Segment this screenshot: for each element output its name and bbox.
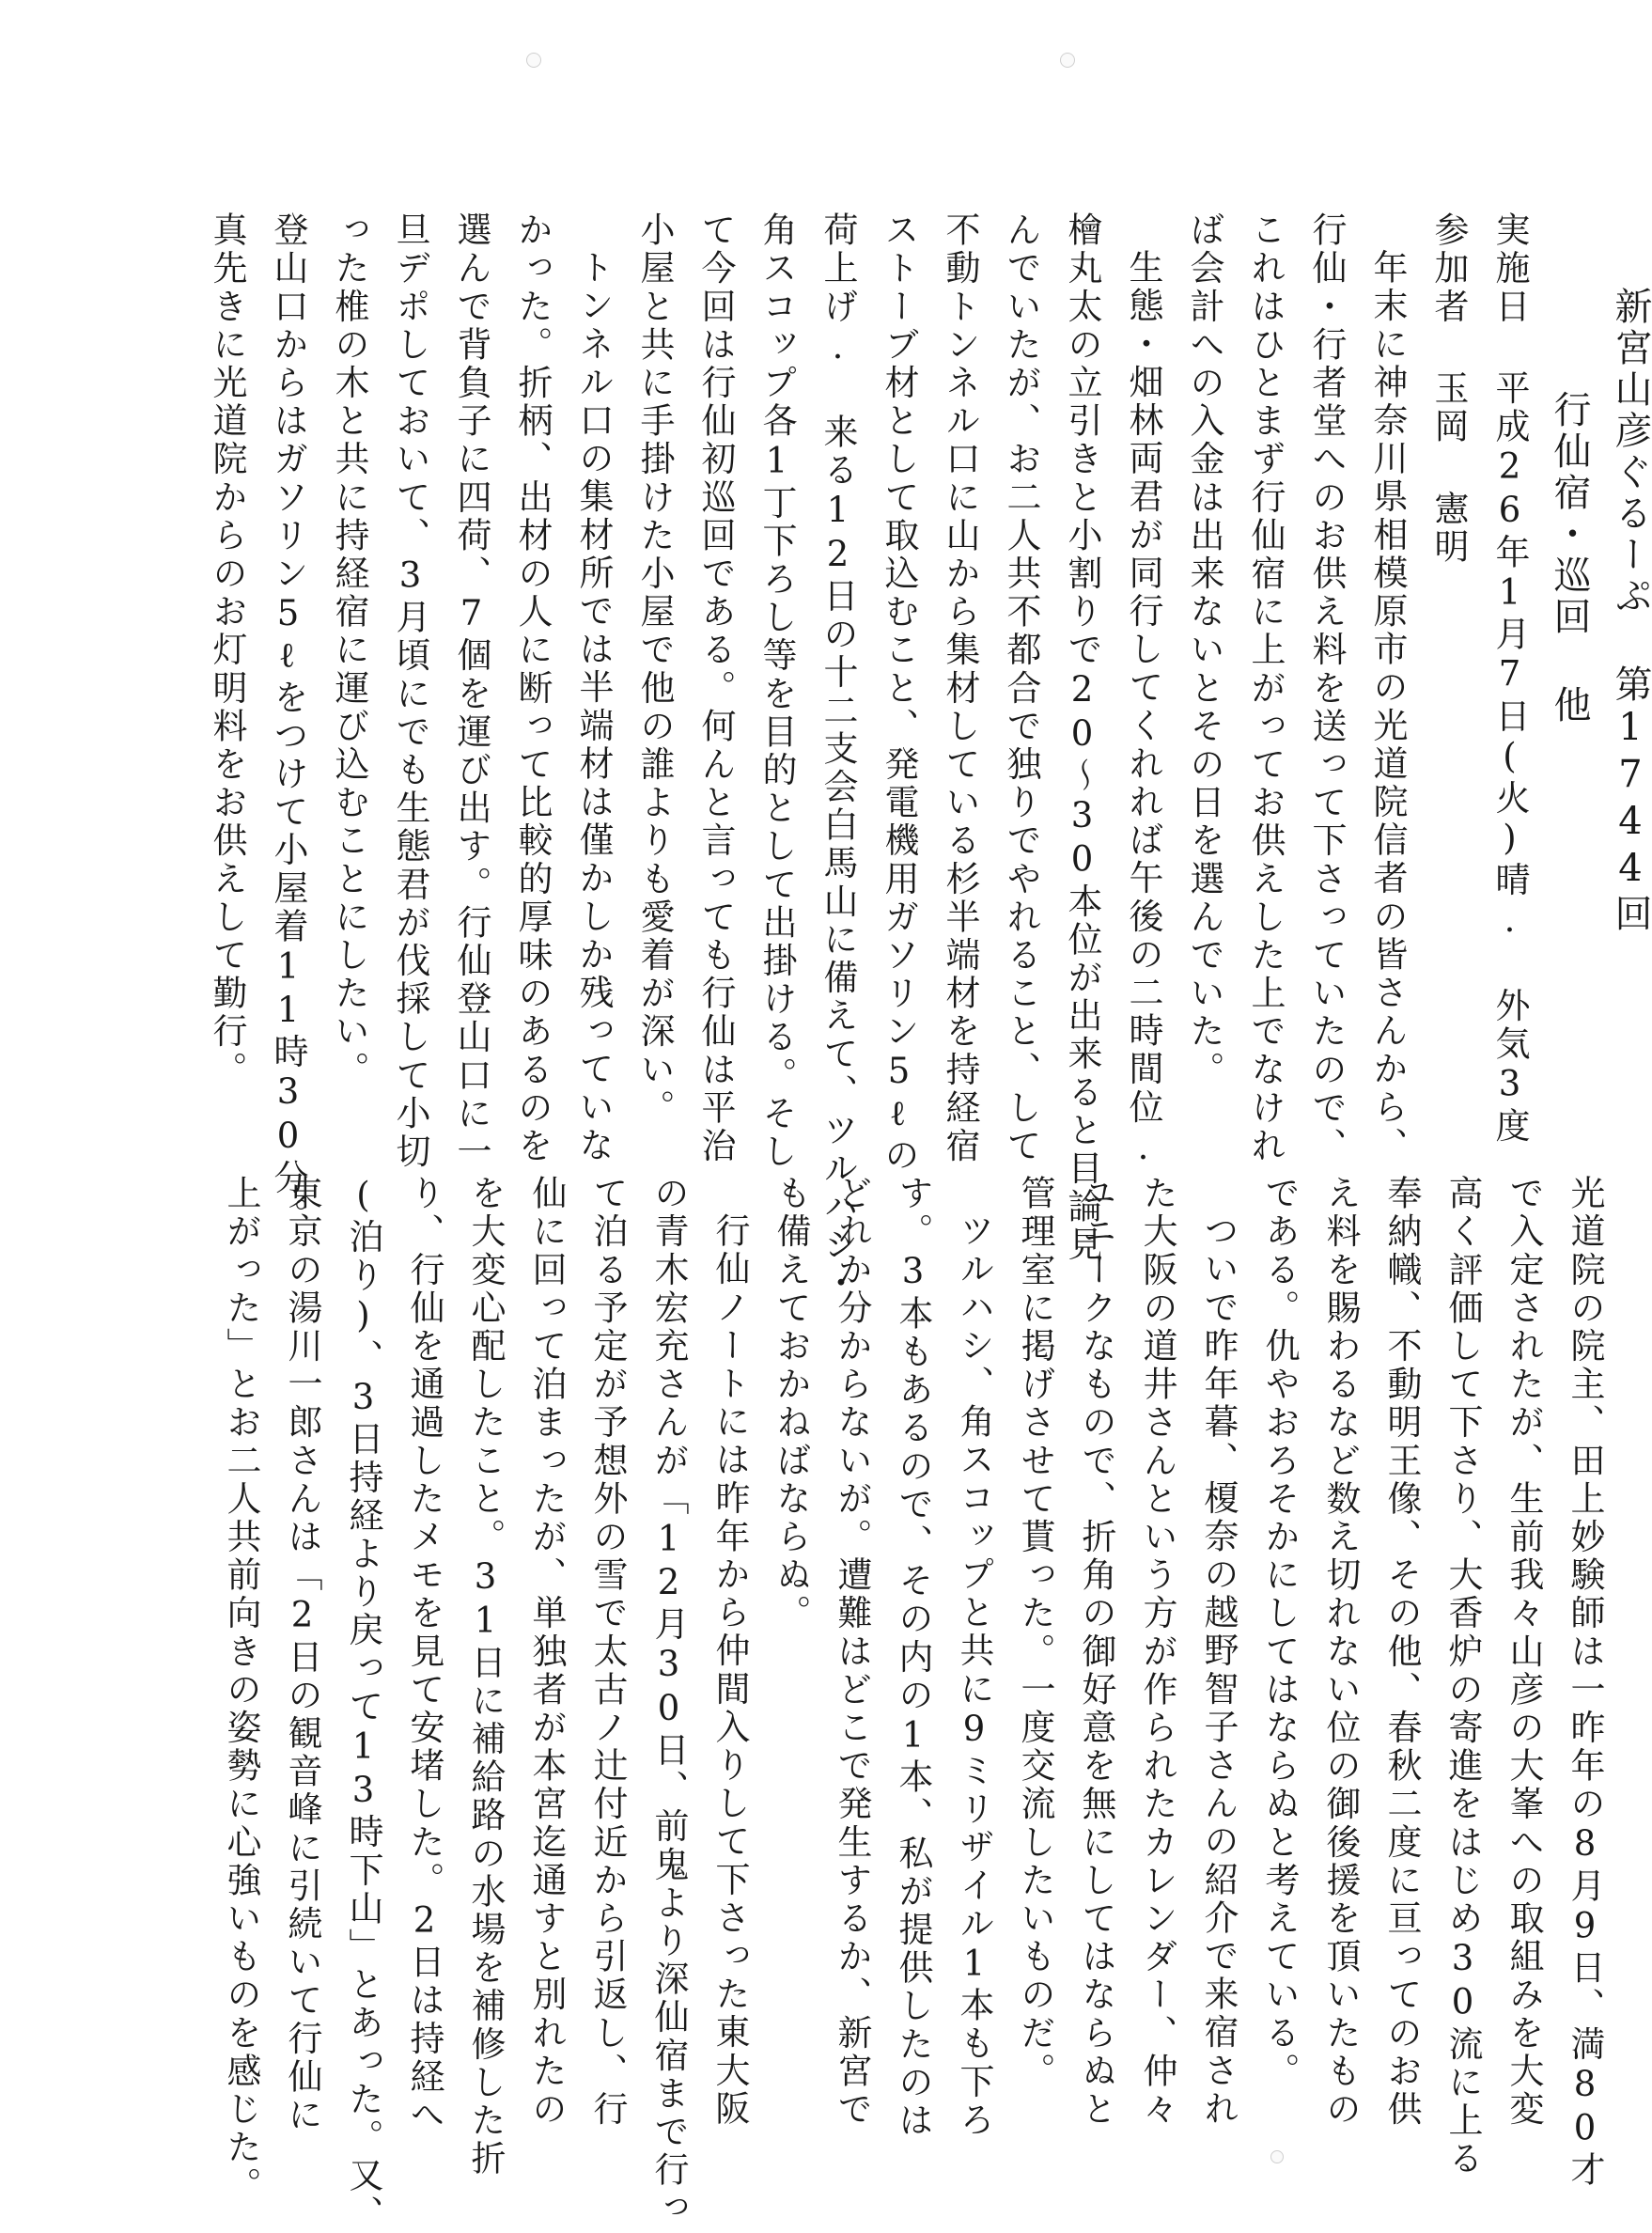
text-column: 行仙・行者堂へのお供え料を送って下さっていたので、 bbox=[1306, 211, 1347, 1165]
text-column: て泊る予定が予想外の雪で太古ノ辻付近から引返し、行 bbox=[587, 1175, 628, 2129]
text-column: (泊り)、3日持経より戻って13時下山」とあった。又、 bbox=[343, 1175, 383, 2233]
text-column: 高く評価して下さり、大香炉の寄進をはじめ30流に上る bbox=[1442, 1175, 1483, 2178]
date-line: 実施日 平成26年1月7日(火)晴. 外気3度 bbox=[1489, 211, 1530, 1146]
text-column: 行仙ノートには昨年から仲間入りして下さった東大阪 bbox=[709, 1212, 750, 2129]
text-column: これはひとまず行仙宿に上がってお供えした上でなけれ bbox=[1245, 211, 1286, 1165]
attendee-line: 参加者 玉岡 憲明 bbox=[1428, 211, 1469, 567]
text-column: ついで昨年暮、榎奈の越野智子さんの紹介で来宿され bbox=[1198, 1212, 1239, 2129]
text-column: 荷上げ. 来る12日の十二支会白馬山に備えて、ツルハシ・ bbox=[818, 211, 858, 1303]
text-column: 旦デポしておいて、3月頃にでも生態君が伐採して小切 bbox=[390, 211, 430, 1171]
text-column: どれか分からないが。遭難はどこで発生するか、新宮で bbox=[832, 1175, 872, 2129]
text-column: す。3本もあるので、その内の1本、私が提供したのは bbox=[893, 1175, 933, 2140]
text-column: た大阪の道井さんという方が作られたカレンダー、仲々 bbox=[1137, 1175, 1177, 2129]
text-column: も備えておかねばならぬ。 bbox=[771, 1175, 811, 1633]
text-column: 生態・畑林両君が同行してくれれば午後の二時間位. bbox=[1123, 249, 1163, 1171]
text-column: 光道院の院主、田上妙験師は一昨年の8月9日、満80才 bbox=[1565, 1175, 1605, 2190]
punch-hole-mark bbox=[526, 53, 541, 68]
text-column: を大変心配したこと。31日に補給路の水場を補修した折 bbox=[465, 1175, 506, 2178]
upper-text-block bbox=[183, 211, 1652, 1303]
text-column: の青木宏充さんが「12月30日、前鬼より深仙宿まで行っ bbox=[648, 1175, 689, 2228]
text-column: 仙に回って泊まったが、単独者が本宮迄通すと別れたの bbox=[526, 1175, 567, 2129]
text-column: ユニークなもので、折角の御好意を無にしてはならぬと bbox=[1076, 1175, 1116, 2129]
text-column: んでいたが、お二人共不都合で独りでやれること、して bbox=[1001, 211, 1041, 1165]
text-column: 不動トンネル口に山から集材している杉半端材を持経宿 bbox=[940, 211, 980, 1165]
text-column: 檜丸太の立引きと小割りで20〜30本位が出来ると目論見 bbox=[1062, 211, 1102, 1265]
header-line: 新宮山彦ぐるーぷ 第1744回 bbox=[1609, 287, 1652, 935]
text-column: ストーブ材として取込むこと、発電機用ガソリン5ℓの bbox=[879, 211, 919, 1175]
text-column: ば会計への入金は出来ないとその日を選んでいた。 bbox=[1184, 211, 1224, 1089]
subtitle: 行仙宿・巡回 他 bbox=[1548, 390, 1591, 726]
text-column: て今回は行仙初巡回である。何んと言っても行仙は平治 bbox=[695, 211, 736, 1165]
lower-text-block bbox=[197, 1175, 1605, 2233]
text-column: ツルハシ、角スコップと共に9ミリザイル1本も下ろ bbox=[954, 1212, 994, 2140]
text-column: 小屋と共に手掛けた小屋で他の誰よりも愛着が深い。 bbox=[634, 211, 675, 1128]
text-column: り、行仙を通過したメモを見て安堵した。2日は持経へ bbox=[404, 1175, 444, 2134]
text-column: トンネル口の集材所では半端材は僅かしか残っていな bbox=[573, 249, 614, 1165]
text-column: 登山口からはガソリン5ℓをつけて小屋着11時30分。 bbox=[268, 211, 308, 1236]
text-column: 東京の湯川一郎さんは「2日の観音峰に引続いて行仙に bbox=[282, 1175, 322, 2134]
text-column: 上がった」とお二人共前向きの姿勢に心強いものを感じた。 bbox=[221, 1175, 261, 2206]
text-column: った椎の木と共に持経宿に運び込むことにしたい。 bbox=[329, 211, 369, 1089]
text-column: 奉納幟、不動明王像、その他、春秋二度に亘ってのお供 bbox=[1381, 1175, 1422, 2129]
punch-hole-mark bbox=[1060, 53, 1075, 68]
text-column: 選んで背負子に四荷、7個を運び出す。行仙登山口に一 bbox=[451, 211, 491, 1171]
text-column: え料を賜わるなど数え切れない位の御後援を頂いたもの bbox=[1320, 1175, 1361, 2129]
text-column: で入定されたが、生前我々山彦の大峯への取組みを大変 bbox=[1504, 1175, 1544, 2129]
text-column: 年末に神奈川県相模原市の光道院信者の皆さんから、 bbox=[1367, 249, 1408, 1165]
text-column: 角スコップ各1丁下ろし等を目的として出掛ける。そし bbox=[756, 211, 797, 1171]
text-column: 真先きに光道院からのお灯明料をお供えして勤行。 bbox=[207, 211, 247, 1089]
text-column: かった。折柄、出材の人に断って比較的厚味のあるのを bbox=[512, 211, 553, 1165]
text-column: である。仇やおろそかにしてはならぬと考えている。 bbox=[1259, 1175, 1300, 2091]
text-column: 管理室に掲げさせて貰った。一度交流したいものだ。 bbox=[1015, 1175, 1055, 2091]
